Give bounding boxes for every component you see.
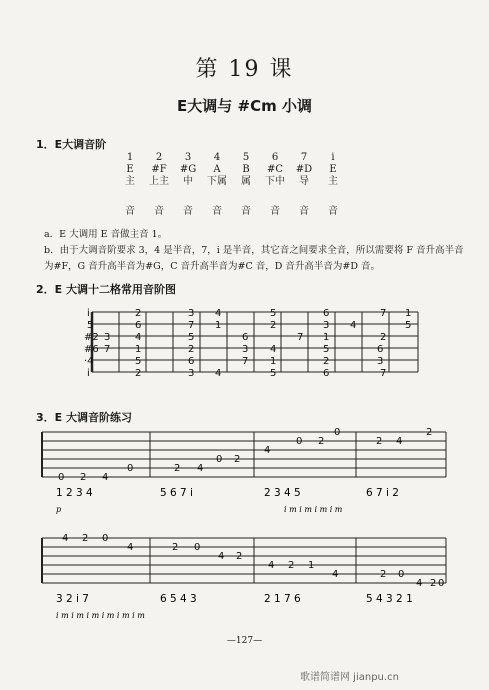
scale-column: [205, 152, 229, 188]
svg-text:3: 3: [104, 332, 111, 343]
svg-text:2: 2: [174, 463, 181, 474]
svg-text:6: 6: [323, 308, 330, 319]
svg-text:2: 2: [318, 436, 325, 447]
note-name: #C: [266, 164, 284, 175]
svg-text:3: 3: [242, 344, 249, 355]
svg-text:3: 3: [188, 308, 195, 319]
svg-text:3: 3: [188, 368, 195, 379]
exercise-2-tab: [34, 530, 454, 625]
svg-text:7: 7: [104, 344, 111, 355]
svg-text:2: 2: [288, 560, 295, 571]
svg-text:p: p: [56, 505, 62, 514]
svg-text:3 2 i 7: 3 2 i 7: [56, 593, 89, 605]
svg-text:4: 4: [135, 332, 142, 343]
watermark: 歌谱简谱网 jianpu.cn: [300, 672, 399, 683]
svg-text:2 1 7 6: 2 1 7 6: [264, 593, 301, 605]
svg-text:0: 0: [438, 578, 445, 589]
svg-text:2: 2: [82, 533, 89, 544]
svg-text:2: 2: [234, 454, 241, 465]
svg-text:2: 2: [380, 332, 387, 343]
note-a: a．E 大调用 E 音做主音 1。: [44, 229, 168, 240]
svg-text:2: 2: [270, 320, 277, 331]
svg-text:7: 7: [188, 320, 195, 331]
svg-text:4: 4: [218, 551, 225, 562]
svg-text:2: 2: [135, 308, 142, 319]
svg-text:4: 4: [197, 463, 204, 474]
svg-text:0: 0: [334, 427, 341, 438]
svg-text:5: 5: [270, 308, 277, 319]
svg-text:5: 5: [323, 344, 330, 355]
svg-text:7: 7: [242, 356, 249, 367]
note-name: #G: [179, 164, 197, 175]
svg-text:7: 7: [380, 368, 387, 379]
svg-text:#2: #2: [84, 332, 99, 343]
note-name: E: [126, 164, 134, 175]
scale-column: [234, 152, 258, 188]
svg-text:3: 3: [323, 320, 330, 331]
svg-text:0: 0: [194, 542, 201, 553]
note-role: 下中: [265, 176, 285, 187]
svg-text:4: 4: [396, 436, 403, 447]
svg-text:2: 2: [172, 542, 179, 553]
svg-text:2: 2: [135, 368, 142, 379]
svg-text:5: 5: [87, 320, 94, 331]
scale-degree: 2: [155, 152, 163, 163]
lesson-title: 第 19 课: [195, 57, 294, 82]
svg-text:1: 1: [215, 320, 222, 331]
exercise-1-tab: [34, 424, 454, 519]
svg-text:2: 2: [323, 356, 330, 367]
svg-text:2: 2: [426, 427, 433, 438]
scale-column: [147, 152, 171, 188]
note-b: b．由于大调音阶要求 3，4 是半音，7，i 是半音，其它音之间要求全音，所以需要将 F 音升高半音: [44, 245, 464, 256]
svg-text:4: 4: [127, 542, 134, 553]
svg-text:5: 5: [270, 368, 277, 379]
svg-text:i: i: [87, 368, 90, 379]
svg-text:4: 4: [62, 533, 69, 544]
svg-text:6: 6: [188, 356, 195, 367]
scale-degree: 7: [300, 152, 308, 163]
svg-text:4: 4: [332, 569, 339, 580]
note-name: B: [242, 164, 250, 175]
svg-text:1: 1: [308, 560, 315, 571]
note-name: A: [213, 164, 221, 175]
svg-text:1 2 3 4: 1 2 3 4: [56, 487, 93, 499]
note-b-continued: 为#F，G 音升高半音为#G，C 音升高半音为#C 音，D 音升高半音为#D 音。: [44, 261, 380, 272]
svg-text:1: 1: [270, 356, 277, 367]
scale-column: [118, 152, 142, 188]
scale-degree: 6: [271, 152, 279, 163]
svg-text:2: 2: [376, 436, 383, 447]
svg-text:7: 7: [380, 308, 387, 319]
svg-text:5 4 3 2 1: 5 4 3 2 1: [366, 593, 413, 605]
svg-text:1: 1: [405, 308, 412, 319]
svg-text:7: 7: [297, 332, 304, 343]
svg-text:2: 2: [236, 551, 243, 562]
svg-text:6: 6: [242, 332, 249, 343]
scale-column: [263, 152, 287, 188]
svg-text:5 6 7 i: 5 6 7 i: [160, 487, 193, 499]
svg-text:4: 4: [416, 578, 423, 589]
svg-text:3: 3: [377, 356, 384, 367]
scale-column: [176, 152, 200, 188]
svg-text:2 3 4 5: 2 3 4 5: [264, 487, 301, 499]
svg-text:4: 4: [268, 560, 275, 571]
svg-text:5: 5: [405, 320, 412, 331]
scale-degree: 1: [126, 152, 134, 163]
svg-text:2: 2: [380, 569, 387, 580]
scale-degree: i: [331, 152, 335, 163]
svg-text:6: 6: [377, 344, 384, 355]
section-heading-fretboard: 2．E 大调十二格常用音阶图: [36, 283, 176, 296]
svg-text:4: 4: [270, 344, 277, 355]
svg-text:5: 5: [188, 332, 195, 343]
svg-text:1: 1: [323, 332, 330, 343]
svg-text:0: 0: [296, 436, 303, 447]
svg-text:i: i: [87, 308, 90, 319]
subtitle: E大调与 #Cm 小调: [177, 97, 312, 115]
note-role: 上主: [149, 176, 169, 187]
note-role: 中: [183, 176, 193, 187]
note-name: #F: [151, 164, 167, 175]
note-role: 导: [299, 176, 309, 187]
svg-text:#6: #6: [84, 344, 99, 355]
svg-text:6: 6: [323, 368, 330, 379]
svg-text:0: 0: [216, 454, 223, 465]
svg-text:i m i m i m i m i m i m: i m i m i m i m i m i m: [56, 611, 145, 620]
note-role: 属: [241, 176, 251, 187]
scale-column: [292, 152, 316, 188]
svg-text:2: 2: [80, 472, 87, 483]
scale-degree: 5: [242, 152, 250, 163]
page-number: —127—: [226, 636, 263, 646]
svg-text:4: 4: [264, 445, 271, 456]
svg-text:0: 0: [58, 472, 65, 483]
svg-text:0: 0: [102, 533, 109, 544]
svg-text:0: 0: [398, 569, 405, 580]
svg-text:4: 4: [215, 308, 222, 319]
note-role: 下属: [207, 176, 227, 187]
note-name: E: [329, 164, 337, 175]
svg-text:6 5 4 3: 6 5 4 3: [160, 593, 197, 605]
scale-table: 1 E 主 2 #F 上主 3 #G 中 4 A 下属 5 B 属 6 #C 下中 7 #D 导 i E 主 音 音 音 音 音 音 音 音: [118, 152, 358, 222]
scale-degree: 3: [184, 152, 192, 163]
fretboard-diagram: [80, 300, 430, 385]
svg-text:i m i m i m i m: i m i m i m i m: [284, 505, 343, 514]
svg-text:4: 4: [102, 472, 109, 483]
svg-text:0: 0: [127, 463, 134, 474]
svg-text:4: 4: [350, 320, 357, 331]
svg-text:5: 5: [135, 356, 142, 367]
svg-text:6 7 i 2: 6 7 i 2: [366, 487, 399, 499]
section-heading-scale: 1．E大调音阶: [36, 138, 107, 151]
note-name: #D: [295, 164, 313, 175]
svg-text:1: 1: [135, 344, 142, 355]
svg-text:2: 2: [188, 344, 195, 355]
svg-text:·4: ·4: [84, 356, 94, 367]
scale-column: [321, 152, 345, 188]
note-role: 主: [125, 176, 135, 187]
section-heading-exercise: 3．E 大调音阶练习: [36, 411, 132, 424]
scale-degree: 4: [213, 152, 221, 163]
svg-text:6: 6: [135, 320, 142, 331]
note-role: 主: [328, 176, 338, 187]
svg-text:2: 2: [430, 578, 437, 589]
svg-text:4: 4: [215, 368, 222, 379]
